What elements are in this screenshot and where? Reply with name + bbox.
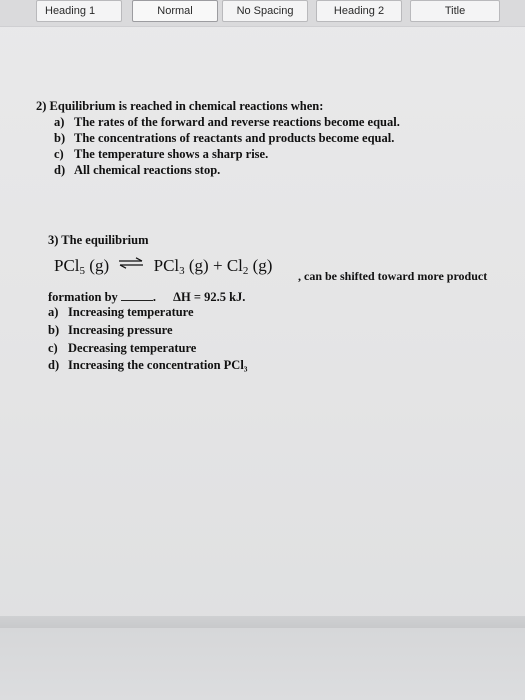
product-2-subscript: 2 <box>242 265 249 277</box>
option-text: The temperature shows a sharp rise. <box>74 147 269 161</box>
question-2-option-b <box>54 131 394 146</box>
question-3-option-b <box>48 323 173 338</box>
reactant-state: (g) <box>89 256 110 275</box>
enthalpy-value: ΔH = 92.5 kJ. <box>173 290 246 304</box>
question-3-continuation: , can be shifted toward more product <box>298 269 488 283</box>
question-3-prompt: 3) The equilibrium <box>48 233 149 247</box>
formation-prefix: formation by <box>48 290 118 304</box>
option-text: The rates of the forward and reverse reactions become equal. <box>74 115 400 129</box>
reactant-subscript: 5 <box>79 265 86 277</box>
option-letter: d) <box>54 163 66 177</box>
formation-suffix: . <box>152 290 157 304</box>
option-text: Decreasing temperature <box>68 341 197 355</box>
answer-blank <box>121 289 153 301</box>
option-letter: d) <box>48 358 60 372</box>
option-letter: a) <box>54 115 65 129</box>
question-3-option-c <box>48 341 196 356</box>
style-heading-1-button[interactable]: Heading 1 <box>36 0 122 22</box>
option-text: Increasing pressure <box>68 323 173 337</box>
plus-sign: + <box>212 256 223 275</box>
option-text: Increasing temperature <box>68 305 194 319</box>
question-3-formation-line <box>48 289 245 305</box>
equilibrium-arrows-icon <box>117 257 145 269</box>
option-text: The concentrations of reactants and products become equal. <box>74 131 395 145</box>
product-1-state: (g) <box>188 256 209 275</box>
reactant-formula: PCl <box>54 256 80 275</box>
product-2-state: (g) <box>252 256 273 275</box>
question-2-option-c <box>54 147 268 162</box>
page-bottom-edge <box>0 616 525 628</box>
option-text: Increasing the concentration PCl₃ <box>68 358 248 372</box>
question-2-option-d <box>54 163 220 178</box>
option-text: All chemical reactions stop. <box>74 163 221 177</box>
style-no-spacing-button[interactable]: No Spacing <box>222 0 308 22</box>
question-2-option-a <box>54 115 400 130</box>
document-gutter <box>0 628 525 700</box>
question-3-option-d <box>48 358 248 373</box>
question-2-prompt: 2) Equilibrium is reached in chemical reactions when: <box>36 99 324 113</box>
style-title-button[interactable]: Title <box>410 0 500 22</box>
option-letter: c) <box>54 147 64 161</box>
equilibrium-equation <box>54 256 272 281</box>
option-letter: b) <box>48 323 60 337</box>
style-normal-button[interactable]: Normal <box>132 0 218 22</box>
product-1-formula: PCl <box>153 256 180 275</box>
option-letter: c) <box>48 341 58 355</box>
product-1-subscript: 3 <box>179 265 185 277</box>
product-2-formula: Cl <box>226 256 243 275</box>
option-letter: a) <box>48 305 59 319</box>
option-letter: b) <box>54 131 66 145</box>
question-3-option-a <box>48 305 194 320</box>
style-heading-2-button[interactable]: Heading 2 <box>316 0 402 22</box>
